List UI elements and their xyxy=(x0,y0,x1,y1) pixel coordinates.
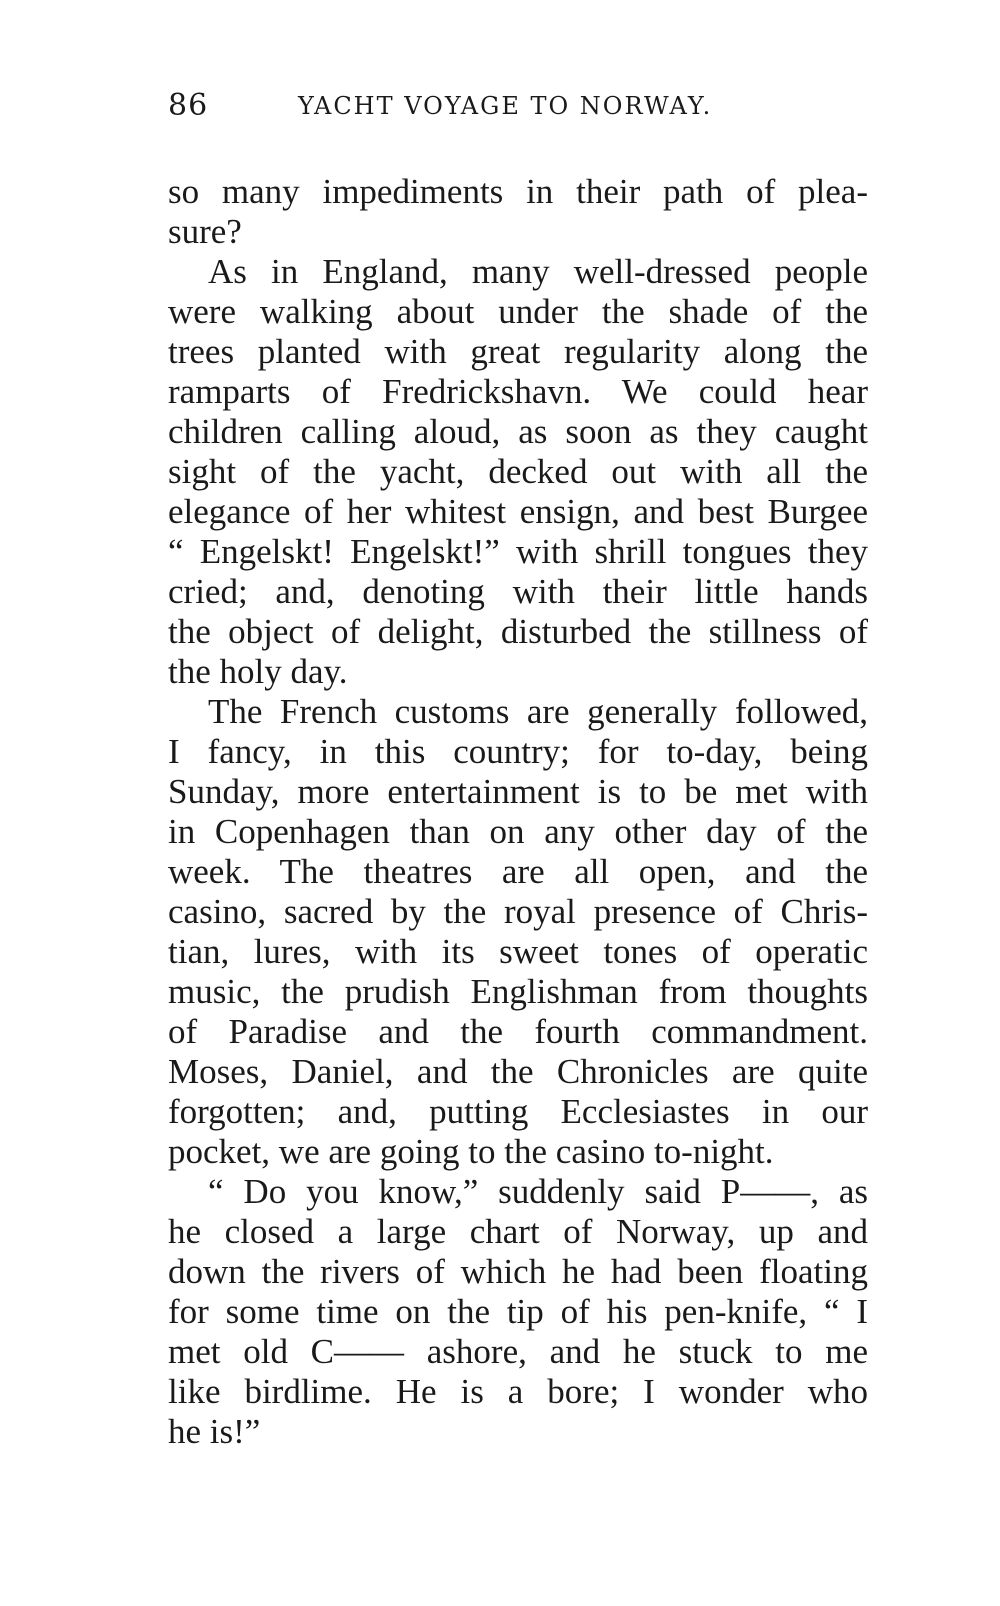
text-line: in Copenhagen than on any other day of the xyxy=(168,812,868,851)
text-line: I fancy, in this country; for to-day, being xyxy=(168,732,868,771)
text-line: met old C—— ashore, and he stuck to me xyxy=(168,1332,868,1371)
text-line: week. The theatres are all open, and the xyxy=(168,852,868,891)
text-line: casino, sacred by the royal presence of Chris- xyxy=(168,892,868,931)
text-line: like birdlime. He is a bore; I wonder who xyxy=(168,1372,868,1411)
body-text xyxy=(168,172,868,1452)
text-line: music, the prudish Englishman from thoughts xyxy=(168,972,868,1011)
text-line: elegance of her whitest ensign, and best Burgee xyxy=(168,492,868,531)
text-line: Moses, Daniel, and the Chronicles are quite xyxy=(168,1052,868,1091)
text-line: so many impediments in their path of plea- xyxy=(168,172,868,211)
running-title: YACHT VOYAGE TO NORWAY. xyxy=(298,92,713,120)
page-number: 86 xyxy=(168,88,209,123)
text-line: Sunday, more entertainment is to be met with xyxy=(168,772,868,811)
text-line: for some time on the tip of his pen-knife, “ I xyxy=(168,1292,868,1331)
text-line: sure? xyxy=(168,212,242,251)
text-line: ramparts of Fredrickshavn. We could hear xyxy=(168,372,868,411)
text-line: of Paradise and the fourth commandment. xyxy=(168,1012,868,1051)
text-line: “ Engelskt! Engelskt!” with shrill tongues they xyxy=(168,532,868,571)
book-page xyxy=(168,88,868,1452)
text-line: forgotten; and, putting Ecclesiastes in our xyxy=(168,1092,868,1131)
text-line: he closed a large chart of Norway, up and xyxy=(168,1212,868,1251)
text-line: pocket, we are going to the casino to-night. xyxy=(168,1132,774,1171)
text-line: “ Do you know,” suddenly said P——, as xyxy=(208,1172,868,1211)
text-line: sight of the yacht, decked out with all the xyxy=(168,452,868,491)
text-line: As in England, many well-dressed people xyxy=(208,252,868,291)
text-line: he is!” xyxy=(168,1412,261,1451)
text-line: down the rivers of which he had been floating xyxy=(168,1252,868,1291)
text-line: the object of delight, disturbed the stillness of xyxy=(168,612,868,651)
text-line: the holy day. xyxy=(168,652,348,691)
text-line: trees planted with great regularity along the xyxy=(168,332,868,371)
text-line: The French customs are generally followed, xyxy=(208,692,868,731)
text-line: cried; and, denoting with their little hands xyxy=(168,572,868,611)
running-head xyxy=(168,88,868,132)
text-line: tian, lures, with its sweet tones of operatic xyxy=(168,932,868,971)
text-line: children calling aloud, as soon as they caught xyxy=(168,412,868,451)
text-line: were walking about under the shade of the xyxy=(168,292,868,331)
